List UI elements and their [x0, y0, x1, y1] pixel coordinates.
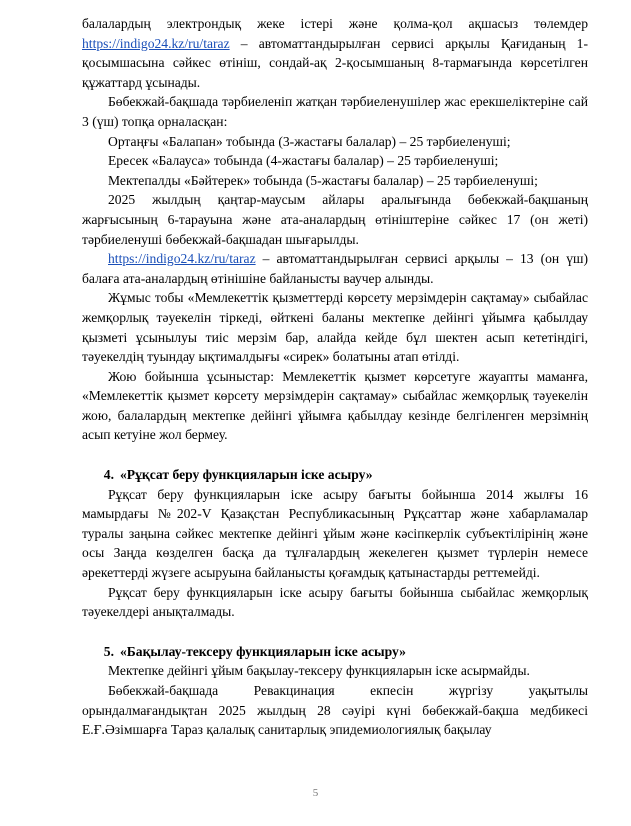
section-number: 5.	[103, 643, 114, 659]
paragraph: Бөбекжай-бақшада Ревакцинация екпесін жүргізу уақытылы орындалмағандықтан 2025 жылдың 28 сәуірі күні бөбекжай-бақша медбикесі Е.Ғ.Әзімшарға Тараз қалалық санитарлық эпидемиологиялық бақылау	[82, 683, 588, 738]
page-content	[82, 14, 588, 740]
paragraph: Жою бойынша ұсыныстар: Мемлекеттік қызмет көрсетуге жауапты маманға, «Мемлекеттік қызмет көрсету мерзімдерін сақтамау» сыбайлас жемқорлық тәуекелін жою, балалардың мектепке дейінгі ұйымға қабылдау кезінде белгіленген мерзімнің асып кетуіне жол бермеу.	[82, 368, 588, 443]
list-item: Мектепалды «Бәйтерек» тобында (5-жастағы балалар) – 25 тәрбиеленуші;	[108, 172, 538, 188]
list-item: Ересек «Балауса» тобында (4-жастағы балалар) – 25 тәрбиеленуші;	[108, 153, 499, 169]
section-heading	[82, 465, 588, 485]
paragraph: балалардың электрондық жеке істері және қолма-қол ақшасыз төлемдер https://indigo24.kz/ru/taraz – автоматтандырылған сервисі арқылы Қағиданың 1-қосымшасына сәйкес өтініш, сондай-ақ 2-қосымшаның 8-тармағында көрсетілген құжаттард ұсынады.	[82, 16, 588, 90]
list-item: Ортаңғы «Балапан» тобында (3-жастағы балалар) – 25 тәрбиеленуші;	[108, 133, 511, 149]
page-number: 5	[312, 787, 319, 799]
section-title: «Рұқсат беру функцияларын іске асыру»	[120, 467, 373, 483]
indigo-link[interactable]: https://indigo24.kz/ru/taraz	[82, 35, 230, 51]
paragraph: 2025 жылдың қаңтар-маусым айлары аралығында бөбекжай-бақшаның жарғысының 6-тарауына және ата-аналардың өтініштеріне сәйкес 17 (он жеті) тәрбиеленуші бөбекжай-бақшадан шығарылды.	[82, 192, 588, 247]
indigo-link[interactable]: https://indigo24.kz/ru/taraz	[108, 251, 256, 267]
paragraph: Бөбекжай-бақшада тәрбиеленіп жатқан тәрбиеленушілер жас ерекшеліктеріне сай 3 (үш) топқа орналасқан:	[82, 94, 588, 129]
section-number: 4.	[103, 467, 114, 483]
paragraph: Рұқсат беру функцияларын іске асыру бағыты бойынша 2014 жылғы 16 мамырдағы №202-V Қазақстан Республикасының Рұқсаттар және хабарламалар туралы заңына сәйкес мектепке дейінгі ұйым және кәсіпкерлік субъектілірінің және осы Заңда көзделген басқа да тұлғалардың жекелеген қызмет түрлерін немесе әрекеттерді жүзеге асыруына байланысты қоғамдық қатынастарды реттемейді.	[82, 486, 588, 581]
paragraph: Мектепке дейінгі ұйым бақылау-тексеру функцияларын іске асырмайды.	[108, 663, 530, 679]
section-title: «Бақылау-тексеру функцияларын іске асыру»	[120, 643, 406, 659]
paragraph: Рұқсат беру функцияларын іске асыру бағыты бойынша сыбайлас жемқорлық тәуекелдері анықталмады.	[82, 584, 588, 620]
paragraph: https://indigo24.kz/ru/taraz – автоматтандырылған сервисі арқылы – 13 (он үш) балаға ата-аналардың өтінішіне байланысты ваучер алынды.	[82, 251, 588, 286]
section-heading	[82, 642, 588, 662]
paragraph: Жұмыс тобы «Мемлекеттік қызметтерді көрсету мерзімдерін сақтамау» сыбайлас жемқорлық тәуекелін тіркеді, өйткені баланы мектепке дейінгі ұйымға қабылдау қызметі ұсынылуы тиіс мерзім бар, алайда кейде бұл шектен асып кететіндігі, тәуекелдің туындау ықтималдығы «сирек» болатыны атап өтілді.	[82, 290, 588, 365]
